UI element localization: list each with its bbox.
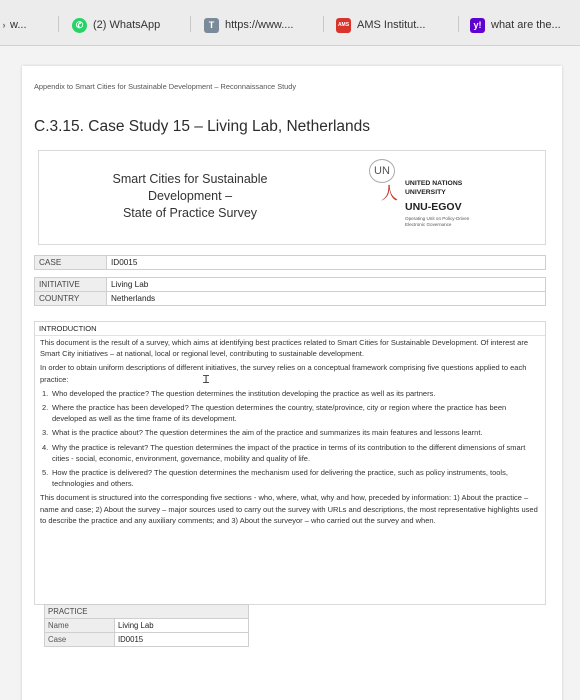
t-site-icon: T [204, 18, 219, 33]
table-row [35, 278, 546, 292]
table-row [35, 292, 546, 306]
tab-label: what are the... [491, 19, 561, 31]
practice-case-value: ID0015 [115, 633, 249, 647]
tab-label: (2) WhatsApp [93, 19, 161, 31]
list-item: 2. Where the practice has been developed? The question determines the country, state/province, city or region where the practice has been developed as well as the time frame of its development. [42, 403, 507, 424]
introduction-body [40, 337, 540, 529]
question-text: How the practice is delivered? The question determines the mechanism used for delivering the practice, such as policy instruments, tools, technologies and others. [52, 468, 508, 489]
table-row [45, 619, 249, 633]
case-label: CASE [35, 256, 107, 270]
survey-title-line: Development – [147, 189, 233, 203]
intro-paragraph: In order to obtain uniform descriptions of different initiatives, the survey relies on a conceptual framework comprising five questions applied to each practice: [40, 363, 527, 384]
question-text: Who developed the practice? The question determines the institution developing the practice as well as its partners. [52, 388, 436, 398]
country-label: COUNTRY [35, 292, 107, 306]
tab-label: w... [10, 19, 27, 31]
practice-heading: PRACTICE [45, 605, 249, 619]
tab-partial[interactable] [0, 12, 50, 38]
question-text: Why the practice is relevant? The question determines the impact of the practice in terms of its contribution to the different dimensions of smart cities - social, economic, environment, governance, mobility and quality of life. [52, 442, 526, 463]
tab-divider [190, 16, 191, 32]
unu-name [405, 180, 462, 197]
survey-title-line: State of Practice Survey [122, 206, 258, 220]
practice-name-value: Living Lab [115, 619, 249, 633]
ams-icon: AMS [336, 18, 351, 33]
list-item: 4. Why the practice is relevant? The question determines the impact of the practice in terms of its contribution to the different dimensions of smart cities - social, economic, environment, governance, mobility and quality of life. [42, 442, 526, 463]
tagline-line: Electronic Governance [405, 222, 452, 227]
table-spacer [35, 270, 546, 278]
table-row [45, 605, 249, 619]
tab-ams[interactable] [336, 12, 448, 38]
tab-divider [458, 16, 459, 32]
tab-divider [58, 16, 59, 32]
text-cursor-icon: Ɪ [203, 374, 210, 386]
case-value: ID0015 [107, 256, 546, 270]
question-text: What is the practice about? The question determines the aim of the practice and summarizes its main features and lessons learnt. [52, 428, 483, 438]
unu-egov-label: UNU-EGOV [405, 201, 462, 213]
unu-logo-icon: ⼈ [381, 184, 398, 203]
question-list [40, 388, 540, 490]
survey-title [105, 171, 275, 222]
tab-https[interactable] [204, 12, 314, 38]
unu-name-line: UNITED NATIONS [405, 180, 463, 187]
practice-table [44, 604, 249, 647]
intro-paragraph: This document is the result of a survey, which aims at identifying best practices related to Smart Cities for Sustainable Development. Of interest are Smart City initiatives – at national, local or regional level, contributing to sustainable development. [40, 338, 528, 359]
whatsapp-icon: ✆ [72, 18, 87, 33]
case-info-table [34, 255, 546, 306]
survey-title-line: Smart Cities for Sustainable [112, 172, 268, 186]
yahoo-icon: y! [470, 18, 485, 33]
table-row [35, 256, 546, 270]
tab-whatsapp[interactable] [72, 12, 182, 38]
tab-label: AMS Institut... [357, 19, 426, 31]
unu-egov-tagline [405, 216, 495, 228]
browser-tab-bar [0, 0, 580, 46]
list-item: 5. How the practice is delivered? The question determines the mechanism used for delivering the practice, such as policy instruments, tools, technologies and others. [42, 468, 508, 489]
table-row [45, 633, 249, 647]
question-text: Where the practice has been developed? The question determines the country, state/province, city or region where the practice has been developed as well as the time frame of its development. [52, 403, 507, 424]
partial-tab-icon: › [2, 20, 6, 30]
initiative-label: INITIATIVE [35, 278, 107, 292]
tab-label: https://www.... [225, 19, 294, 31]
list-item: 3. What is the practice about? The question determines the aim of the practice and summarizes its main features and lessons learnt. [42, 428, 483, 438]
tagline-line: Operating Unit on Policy-Driven [405, 216, 470, 221]
introduction-box [34, 321, 546, 605]
introduction-heading: INTRODUCTION [35, 322, 545, 336]
list-item: 1. Who developed the practice? The question determines the institution developing the practice as well as its partners. [42, 388, 436, 398]
survey-header-box [38, 150, 546, 245]
un-emblem-text: UN [374, 165, 390, 177]
practice-name-label: Name [45, 619, 115, 633]
document-page [22, 66, 562, 700]
tab-yahoo[interactable] [470, 12, 580, 38]
tab-divider [323, 16, 324, 32]
initiative-value: Living Lab [107, 278, 546, 292]
unu-name-line: UNIVERSITY [405, 188, 446, 196]
practice-case-label: Case [45, 633, 115, 647]
running-header: Appendix to Smart Cities for Sustainable Development – Reconnaissance Study [34, 82, 297, 91]
country-value: Netherlands [107, 292, 546, 306]
case-study-title: C.3.15. Case Study 15 – Living Lab, Netherlands [34, 118, 371, 135]
intro-paragraph: This document is structured into the corresponding five sections - who, where, what, why and how, preceded by information: 1) About the practice – name and case; 2) About the survey – major sources used to carry out the survey with URLs and descriptions, the most representative highlights used to describe the practice and any auxiliary comments; and 3) About the surveyor – who carried out the survey and when. [40, 493, 538, 525]
